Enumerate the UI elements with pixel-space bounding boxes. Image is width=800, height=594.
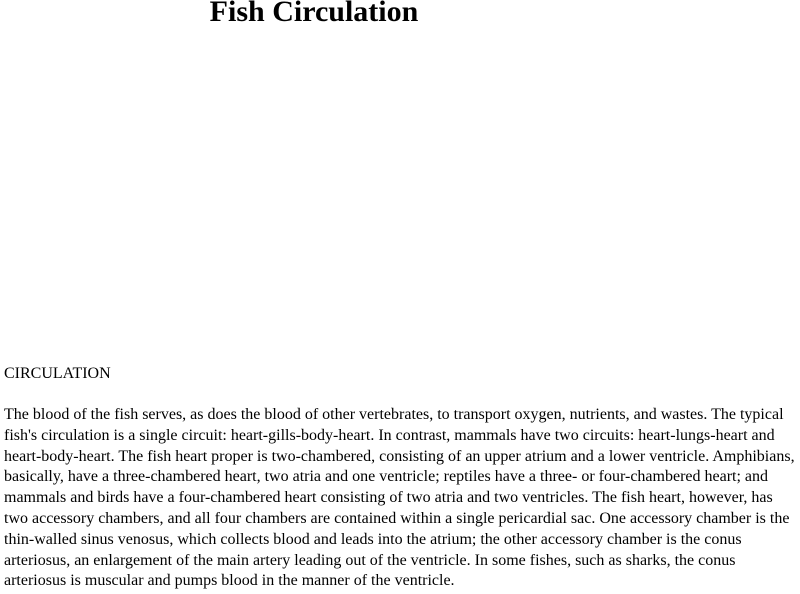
page-title: Fish Circulation xyxy=(209,0,419,28)
body-paragraph: The blood of the fish serves, as does the blood of other vertebrates, to transport oxygen, nutrients, and wastes. The typical fish's circulation is a single circuit: heart-gills-body-heart. In contrast, mammals have two circuits: heart-lungs-heart and heart-body-heart. The fish heart proper is two-chambered, consisting of an upper atrium and a lower ventricle. Amphibians, basically, have a three-chambered heart, two atria and one ventricle; reptiles have a three- or four-chambered heart; and mammals and birds have a four-chambered heart consisting of two atria and two ventricles. The fish heart, however, has two accessory chambers, and all four chambers are contained within a single pericardial sac. One accessory chamber is the thin-walled sinus venosus, which collects blood and leads into the atrium; the other accessory chamber is the conus arteriosus, an enlargement of the main artery leading out of the ventricle. In some fishes, such as sharks, the conus arteriosus is muscular and pumps blood in the manner of the ventricle. xyxy=(4,406,795,590)
section-heading: CIRCULATION xyxy=(4,365,111,382)
blank-image-area xyxy=(0,36,800,356)
